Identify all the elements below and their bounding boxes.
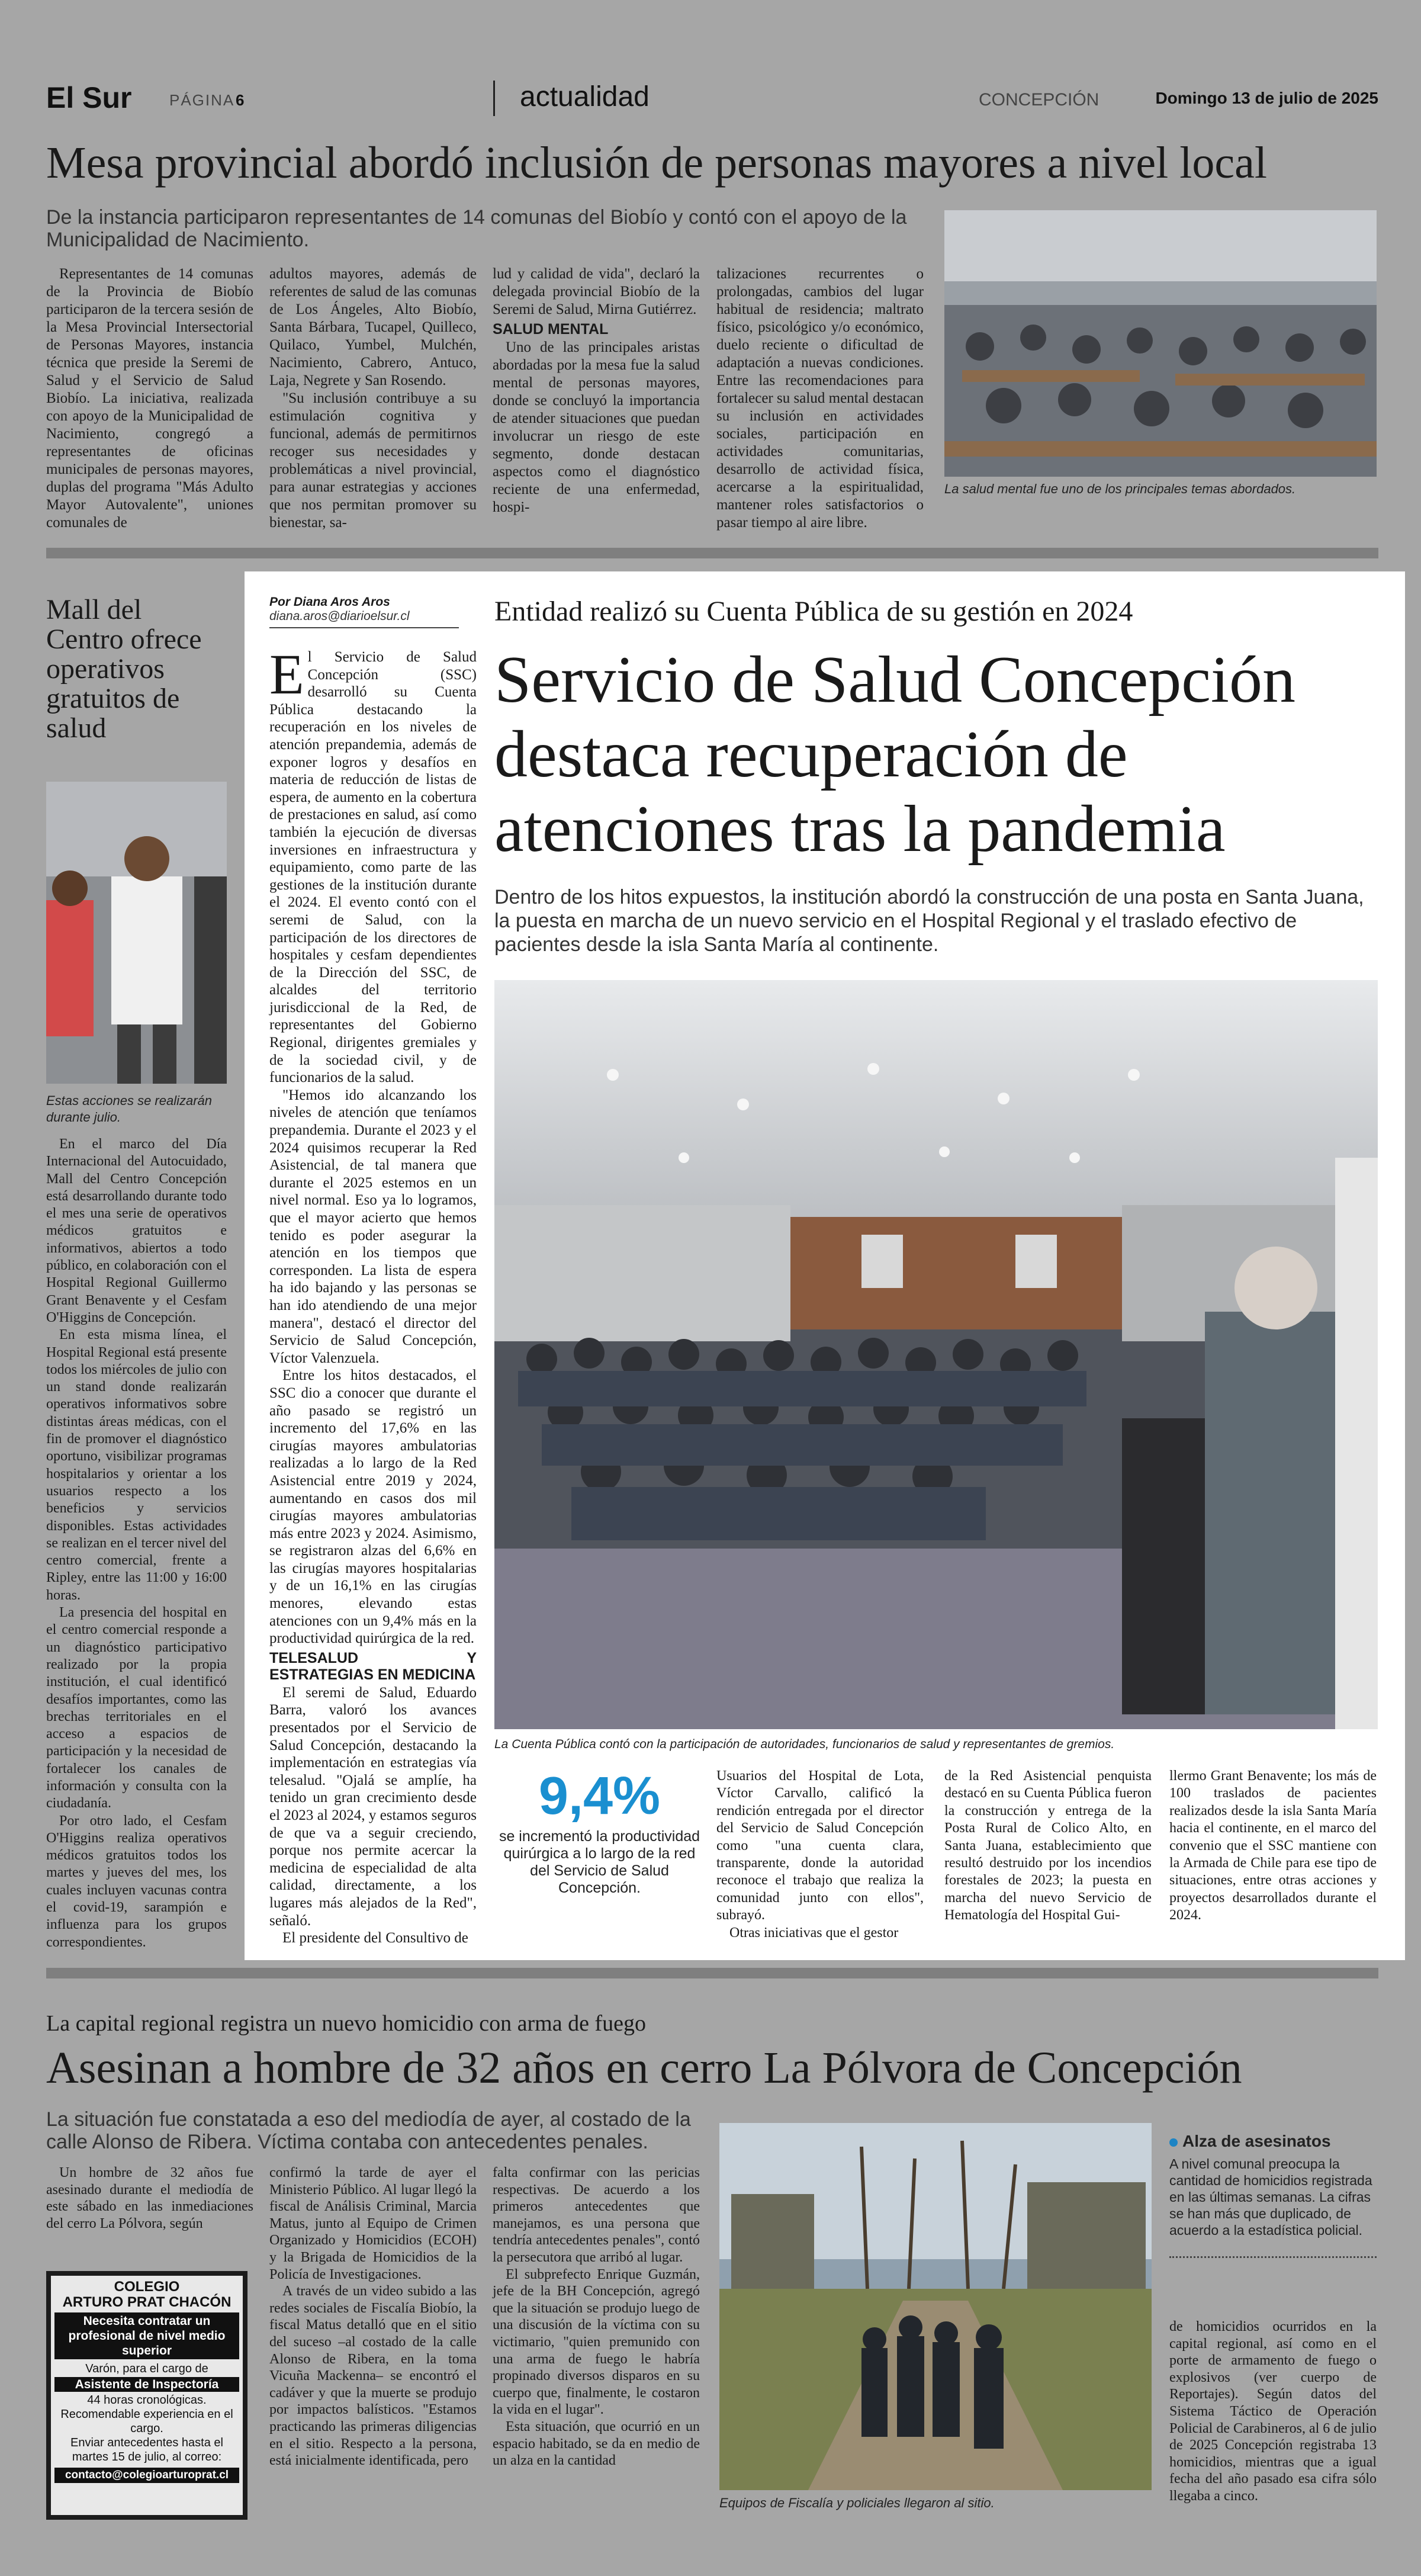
article3-col4 — [1169, 2318, 1377, 2505]
ad-line-2: Varón, para el cargo de — [85, 2362, 208, 2375]
page-label: PÁGINA — [169, 91, 235, 109]
homicide-box-heading: Alza de asesinatos — [1182, 2132, 1331, 2150]
homicide-box-title — [1169, 2132, 1377, 2151]
masthead-divider — [493, 81, 495, 116]
main-col2-text-b: Otras iniciativas que el gestor — [729, 1925, 899, 1941]
main-paragraph-5: El presidente del Consultivo de — [282, 1930, 468, 1947]
paper-name: El Sur — [46, 81, 132, 114]
bullet-icon — [1169, 2138, 1178, 2147]
ad-title-2: ARTURO PRAT CHACÓN — [62, 2294, 232, 2310]
article3-subhead: La situación fue constatada a eso del mediodía de ayer, al costado de la calle Alonso de Ribera. Víctima contaba con antecedentes penales. — [46, 2108, 691, 2153]
sidebar-photo-caption: Estas acciones se realizarán durante julio. — [46, 1093, 213, 1125]
stat-description: se incrementó la productividad quirúrgica a lo largo de la red del Servicio de Salud Concepción. — [499, 1828, 700, 1896]
main-kicker: Entidad realizó su Cuenta Pública de su gestión en 2024 — [494, 596, 1133, 627]
ad-email[interactable]: contacto@colegioarturoprat.cl — [54, 2468, 239, 2483]
main-col3-text: de la Red Asistencial penquista destacó en su Cuenta Pública fueron la construcción y entrega de la Posta Rural de Colico Alto, en Santa Juana, establecimiento que resultó destruido por los incendios forestales de 2023; la puesta en marcha del nuevo Servicio de Hematología del Hospital Gui- — [944, 1768, 1152, 1923]
main-headline: Servicio de Salud Concepción destaca recuperación de atenciones tras la pandemia — [494, 643, 1296, 866]
article3-col2 — [269, 2164, 477, 2469]
crime-scene-photo-illustration — [719, 2123, 1152, 2490]
article3-photo — [719, 2123, 1152, 2490]
article1-col2 — [269, 265, 477, 532]
article1-col1 — [46, 265, 253, 532]
article1-col1-text: Representantes de 14 comunas de la Provincia de Biobío participaron de la tercera sesión de la Mesa Provincial Intersectorial de Personas Mayores, instancia técnica que preside la Seremi de Salud y el Servicio de Salud Biobío. La iniciativa, realizada con apoyo de la Municipalidad de Nacimiento, congregó a representantes de oficinas municipales de personas mayores, duplas del programa "Más Adulto Mayor Autovalente", uniones comunales de — [46, 266, 253, 531]
article3-col3-text-c: Esta situación, que ocurrió en un espacio habitado, se da en medio de un alza en la cantidad — [493, 2418, 700, 2469]
main-col3 — [944, 1768, 1152, 1925]
ad-line-6: Enviar antecedentes hasta el martes 15 de julio, al correo: — [70, 2436, 223, 2463]
article1-col4-text: talizaciones recurrentes o prolongadas, cambios del lugar habitual de residencia; maltrato físico, psicológico y/o económico, duelo reciente o dificultad de adaptación a nuevas condiciones. Entre las recomendaciones para fortalecer su salud mental destacan su inclusión en actividades sociales, participación en actividades comunitarias, desarrollo de actividad física, acercarse a la espiritualidad, mantener roles satisfactorios o pasar tiempo al aire libre. — [716, 266, 924, 531]
article1-col3-heading: SALUD MENTAL — [493, 321, 609, 338]
main-col2-text: Usuarios del Hospital de Lota, Víctor Carvallo, calificó la rendición entregada por el director del Servicio de Salud Concepción como "una cuenta clara, transparente, donde la autoridad reconoce el trabajo que realiza la comunidad junto con ellos", subrayó. — [716, 1768, 924, 1923]
article3-col2-text-b: A través de un video subido a las redes sociales de Fiscalía Biobío, la fiscal Matus detalló que en el sitio del suceso –al costado de la calle Alonso de Ribera, en la toma Vicuña Mackenna– se encontró el cadáver y que la muerte se produjo por impactos balísticos. "Estamos practicando las primeras diligencias en el sitio. Respecto a la persona, está inicialmente identificada, pero — [269, 2283, 477, 2469]
article3-col3 — [493, 2164, 700, 2469]
meeting-photo-illustration — [944, 210, 1377, 477]
ad-line-1: Necesita contratar un profesional de nivel medio superior — [54, 2312, 239, 2359]
main-byline — [269, 595, 459, 628]
main-col4 — [1169, 1768, 1377, 1925]
sidebar-photo — [46, 782, 227, 1084]
ad-line-5: Recomendable experiencia en el cargo. — [60, 2408, 233, 2435]
section-divider-2 — [46, 1968, 1378, 1978]
issue-date: Domingo 13 de julio de 2025 — [1155, 89, 1378, 107]
main-subheading-telesalud: TELESALUD Y ESTRATEGIAS EN MEDICINA — [269, 1649, 477, 1683]
homicide-box-text: A nivel comunal preocupa la cantidad de homicidios registrada en las últimas semanas. La cifras se han más que duplicado, de acuerdo a la estadística policial. — [1169, 2156, 1372, 2238]
article3-col3-text: falta confirmar con las pericias respectivas. De acuerdo a los primeros antecedentes que manejamos, es una persona que tendría antecedentes penales", contó la persecutora que arribó al lugar. — [493, 2165, 700, 2265]
article1-headline: Mesa provincial abordó inclusión de personas mayores a nivel local — [46, 138, 1267, 188]
section-name: actualidad — [520, 81, 650, 113]
sidebar-body — [46, 1136, 227, 1951]
article3-col1 — [46, 2164, 253, 2232]
article3-col4-text: de homicidios ocurridos en la capital regional, así como en el porte de armamento de fuego o explosivos (ver cuerpo de Reportajes). Según datos del Sistema Táctico de Operación Policial de Carabineros, al 6 de julio de 2025 Concepción registraba 13 homicidios, mientras que a igual fecha del año pasado esa cifra sólo llegaba a cinco. — [1169, 2319, 1377, 2504]
article3-photo-caption: Equipos de Fiscalía y policiales llegaron al sitio. — [719, 2495, 995, 2510]
mall-photo-illustration — [46, 782, 227, 1084]
article1-col2-text-b: "Su inclusión contribuye a su estimulación cognitiva y funcional, además de permitirnos recoger sus necesidades y problemáticas a nivel provincial, para aunar estrategias y acciones que nos permitan promover su bienestar, sa- — [269, 390, 477, 531]
job-ad — [46, 2271, 247, 2520]
byline-author: Por Diana Aros Aros — [269, 595, 390, 609]
homicide-box — [1169, 2132, 1377, 2258]
main-paragraph-4: El seremi de Salud, Eduardo Barra, valoró los avances presentados por el Servicio de Salud Concepción, destacando la implementación en estrategias vía telesalud. "Ojalá se amplíe, ha tenido un gran crecimiento desde el 2023 al 2024, y estamos seguros de que va a seguir creciendo, porque nos permite acercar la medicina de especialidad de alta calidad, directamente, a los lugares más alejados de la Red", señaló. — [269, 1684, 477, 1929]
article1-subhead: De la instancia participaron representantes de 14 comunas del Biobío y contó con el apoyo de la Municipalidad de Nacimiento. — [46, 206, 907, 251]
article1-col2-text-a: adultos mayores, además de referentes de salud de las comunas de Los Ángeles, Alto Biobío, Santa Bárbara, Tucapel, Quilleco, Quilaco, Yumbel, Mulchén, Nacimiento, Cabrero, Antuco, Laja, Negrete y San Rosendo. — [269, 266, 477, 388]
sidebar-paragraph-2: En esta misma línea, el Hospital Regional está presente todos los miércoles de julio con un stand donde realizarán operativos informativos sobre distintas áreas médicas, con el fin de promover el diagnóstico oportuno, visibilizar programas hospitalarios y orientar a los usuarios respecto a los beneficios y servicios disponibles. Estas actividades se realizan en el tercer nivel del centro comercial, frente a Ripley, entre las 11:00 y 16:00 horas. — [46, 1327, 227, 1603]
byline-email: diana.aros@diarioelsur.cl — [269, 609, 410, 623]
article3-col2-text: confirmó la tarde de ayer el Ministerio Público. Al lugar llegó la fiscal de Análisis Criminal, Marcia Matus, junto al Equipo de Crimen Organizado y Homicidios (ECOH) y la Brigada de Homicidios de la Policía de Investigaciones. — [269, 2165, 477, 2282]
stat-value: 9,4% — [538, 1766, 661, 1826]
article1-photo — [944, 210, 1377, 477]
stat-callout — [494, 1768, 705, 1897]
main-photo — [494, 980, 1378, 1729]
article1-col4 — [716, 265, 924, 532]
main-paragraph-1-text: l Servicio de Salud Concepción (SSC) desarrolló su Cuenta Pública destacando la recuperación en los niveles de atención prepandemia, además de exponer logros y desafíos en materia de reducción de listas de espera, de aumento en la cobertura de prestaciones en salud, así como también la ejecución de diversas inversiones en infraestructura y equipamiento, como parte de las gestiones de la institución durante el 2024. El evento contó con el seremi de Salud, con la participación de los directores de hospitales y cesfam dependientes de la Dirección del SSC, de alcaldes del territorio jurisdiccional de la Red, de representantes del Gobierno Regional, dirigentes gremiales y de la sociedad civil, y de funcionarios de la salud. — [269, 649, 477, 1086]
city-label: CONCEPCIÓN — [979, 90, 1099, 110]
sidebar-paragraph-1: En el marco del Día Internacional del Autocuidado, Mall del Centro Concepción está desarrollando durante todo el mes una serie de operativos médicos gratuitos e informativos, abiertos a todo público, en colaboración con el Hospital Regional Guillermo Grant Benavente y el Cesfam O'Higgins de Concepción. — [46, 1136, 227, 1325]
article3-col3-text-b: El subprefecto Enrique Guzmán, jefe de la BH Concepción, agregó que la situación se produjo luego de una discusión de la víctima con su victimario, "quien premunido con una arma de fuego le habría propinado diversos disparos en su cuerpo que, finalmente, le costaron la vida en el lugar". — [493, 2266, 700, 2418]
article1-col3-text-a: lud y calidad de vida", declaró la delegada provincial Biobío de la Seremi de Salud, Mirna Gutiérrez. — [493, 266, 700, 317]
article3-headline: Asesinan a hombre de 32 años en cerro La Pólvora de Concepción — [46, 2043, 1242, 2093]
ad-line-3: Asistente de Inspectoría — [54, 2377, 239, 2392]
sidebar-paragraph-3: La presencia del hospital en el centro comercial responde a un diagnóstico participativo realizado por la propia institución, el cual identificó desafíos importantes, como las brechas territoriales en el acceso a espacios de participación y la necesidad de fortalecer los canales de información y consulta con la ciudadanía. — [46, 1605, 227, 1811]
drop-cap: E — [269, 643, 304, 706]
main-col2 — [716, 1768, 924, 1942]
article3-col1-text: Un hombre de 32 años fue asesinado durante el mediodía de este sábado en las inmediaciones del cerro La Pólvora, según — [46, 2165, 253, 2231]
page-number: 6 — [236, 91, 245, 109]
article1-col3-text-b: Uno de las principales aristas abordadas por la mesa fue la salud mental de personas mayores, donde se concluyó la importancia de atender situaciones que puedan involucrar un riesgo de este segmento, donde destacan aspectos como el diagnóstico reciente de una enfermedad, hospi- — [493, 339, 700, 515]
ad-line-4: 44 horas cronológicas. — [87, 2394, 207, 2407]
main-col4-text: llermo Grant Benavente; los más de 100 traslados de pacientes realizados desde la isla Santa María hacia el continente, en el marco del convenio que el SSC mantiene con la Armada de Chile para ese tipo de situaciones, entre otras acciones y proyectos desarrollados durante el 2024. — [1169, 1768, 1377, 1923]
article1-photo-caption: La salud mental fue uno de los principales temas abordados. — [944, 481, 1296, 496]
main-photo-caption: La Cuenta Pública contó con la participación de autoridades, funcionarios de salud y representantes de gremios. — [494, 1737, 1115, 1751]
main-paragraph-2: "Hemos ido alcanzando los niveles de atención que teníamos prepandemia. Durante el 2023 y el 2024 quisimos recuperar la Red Asistencial, de tal manera que durante el 2025 estemos en un nivel normal. Eso ya lo logramos, que el mayor acierto que hemos tenido es poder asegurar la atención en los tiempos que corresponden. La lista de espera ha ido bajando y las personas se han ido atendiendo de una mejor manera", destacó el director del Servicio de Salud Concepción, Víctor Valenzuela. — [269, 1087, 477, 1366]
ad-inner — [51, 2276, 243, 2515]
byline-rule — [269, 627, 459, 628]
main-paragraph-3: Entre los hitos destacados, el SSC dio a conocer que durante el año pasado se registró un incremento del 17,6% en las cirugías mayores ambulatorias realizadas a lo largo de la Red Asistencial entre 2019 y 2024, aumentando en casos dos mil cirugías mayores ambulatorias más entre 2023 y 2024. Asimismo, se registraron alzas del 6,6% en las cirugías mayores hospitalarias y de un 16,1% en las cirugías menores, elevando estas atenciones con un 9,4% más en la productividad quirúrgica de la red. — [269, 1367, 477, 1647]
main-subhead: Dentro de los hitos expuestos, la institución abordó la construcción de una posta en Santa Juana, la puesta en marcha de un nuevo servicio en el Hospital Regional y el traslado efectivo de pacientes desde la isla Santa María al continente. — [494, 886, 1364, 956]
ad-title-1: COLEGIO — [114, 2279, 180, 2295]
section-divider-1 — [46, 548, 1378, 558]
sidebar-headline: Mall del Centro ofrece operativos gratuitos de salud — [46, 594, 202, 744]
main-body-column — [269, 643, 477, 1947]
article3-kicker: La capital regional registra un nuevo homicidio con arma de fuego — [46, 2011, 646, 2036]
main-paragraph-1 — [269, 643, 477, 1087]
auditorium-photo-illustration — [494, 980, 1378, 1729]
sidebar-paragraph-4: Por otro lado, el Cesfam O'Higgins realiza operativos médicos gratuitos todos los martes y jueves del mes, los cuales incluyen vacunas contra el covid-19, sarampión e influenza para los grupos correspondientes. — [46, 1813, 227, 1950]
article1-col3 — [493, 265, 700, 516]
homicide-box-rule — [1169, 2256, 1377, 2258]
masthead — [46, 77, 1378, 118]
